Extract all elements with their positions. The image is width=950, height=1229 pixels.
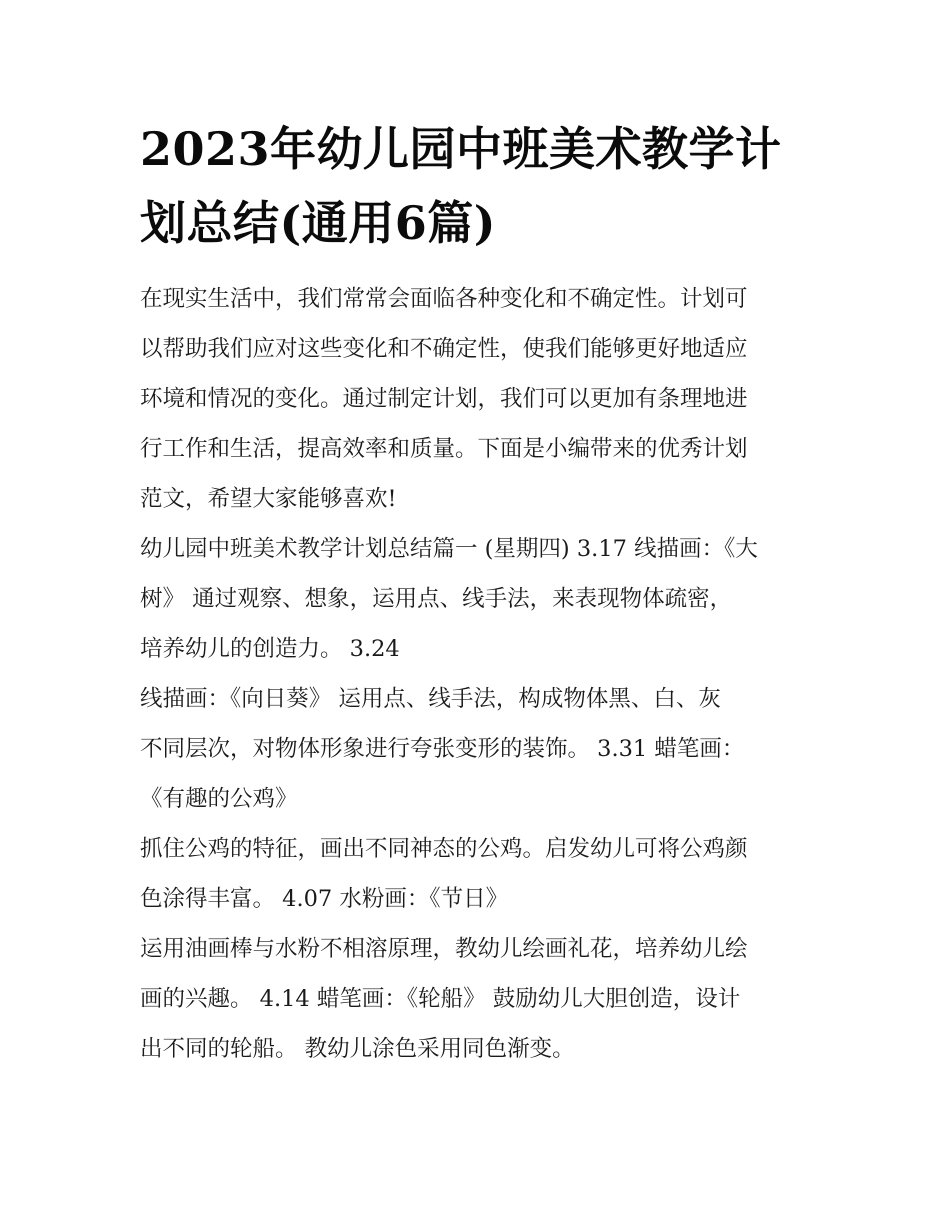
title-line-2: 划总结(通用6篇)	[140, 196, 497, 250]
section-2-paragraph	[140, 674, 830, 824]
section-3-line-2: 色涂得丰富。 4.07 水粉画：《节日》	[140, 886, 509, 912]
section-4-line-3: 出不同的轮船。 教幼儿涂色采用同色渐变。	[140, 1036, 575, 1062]
section-2-line-2: 不同层次，对物体形象进行夸张变形的装饰。 3.31 蜡笔画：	[140, 736, 745, 762]
section-2-line-3: 《有趣的公鸡》	[140, 786, 298, 812]
section-3-line-1: 抓住公鸡的特征，画出不同神态的公鸡。启发幼儿可将公鸡颜	[140, 836, 748, 862]
section-1-line-3: 培养幼儿的创造力。 3.24	[140, 636, 400, 662]
intro-line-3: 环境和情况的变化。通过制定计划，我们可以更加有条理地进	[140, 386, 748, 412]
section-1-line-1: 幼儿园中班美术教学计划总结篇一 (星期四) 3.17 线描画：《大	[140, 536, 758, 562]
section-4-line-1: 运用油画棒与水粉不相溶原理，教幼儿绘画礼花，培养幼儿绘	[140, 936, 748, 962]
title-line-1: 2023年幼儿园中班美术教学计	[140, 122, 782, 176]
intro-line-4: 行工作和生活，提高效率和质量。下面是小编带来的优秀计划	[140, 436, 748, 462]
intro-line-2: 以帮助我们应对这些变化和不确定性，使我们能够更好地适应	[140, 336, 748, 362]
section-4-paragraph	[140, 924, 830, 1074]
intro-line-5: 范文，希望大家能够喜欢!	[140, 486, 397, 512]
section-1-line-2: 树》 通过观察、想象，运用点、线手法，来表现物体疏密，	[140, 586, 733, 612]
document-body	[140, 274, 830, 1074]
section-1-paragraph	[140, 524, 830, 674]
intro-paragraph	[140, 274, 830, 524]
section-4-line-2: 画的兴趣。 4.14 蜡笔画：《轮船》 鼓励幼儿大胆创造，设计	[140, 986, 741, 1012]
document-title	[140, 112, 820, 260]
intro-line-1: 在现实生活中，我们常常会面临各种变化和不确定性。计划可	[140, 286, 748, 312]
section-3-paragraph	[140, 824, 830, 924]
section-2-line-1: 线描画：《向日葵》 运用点、线手法，构成物体黑、白、灰	[140, 686, 721, 712]
